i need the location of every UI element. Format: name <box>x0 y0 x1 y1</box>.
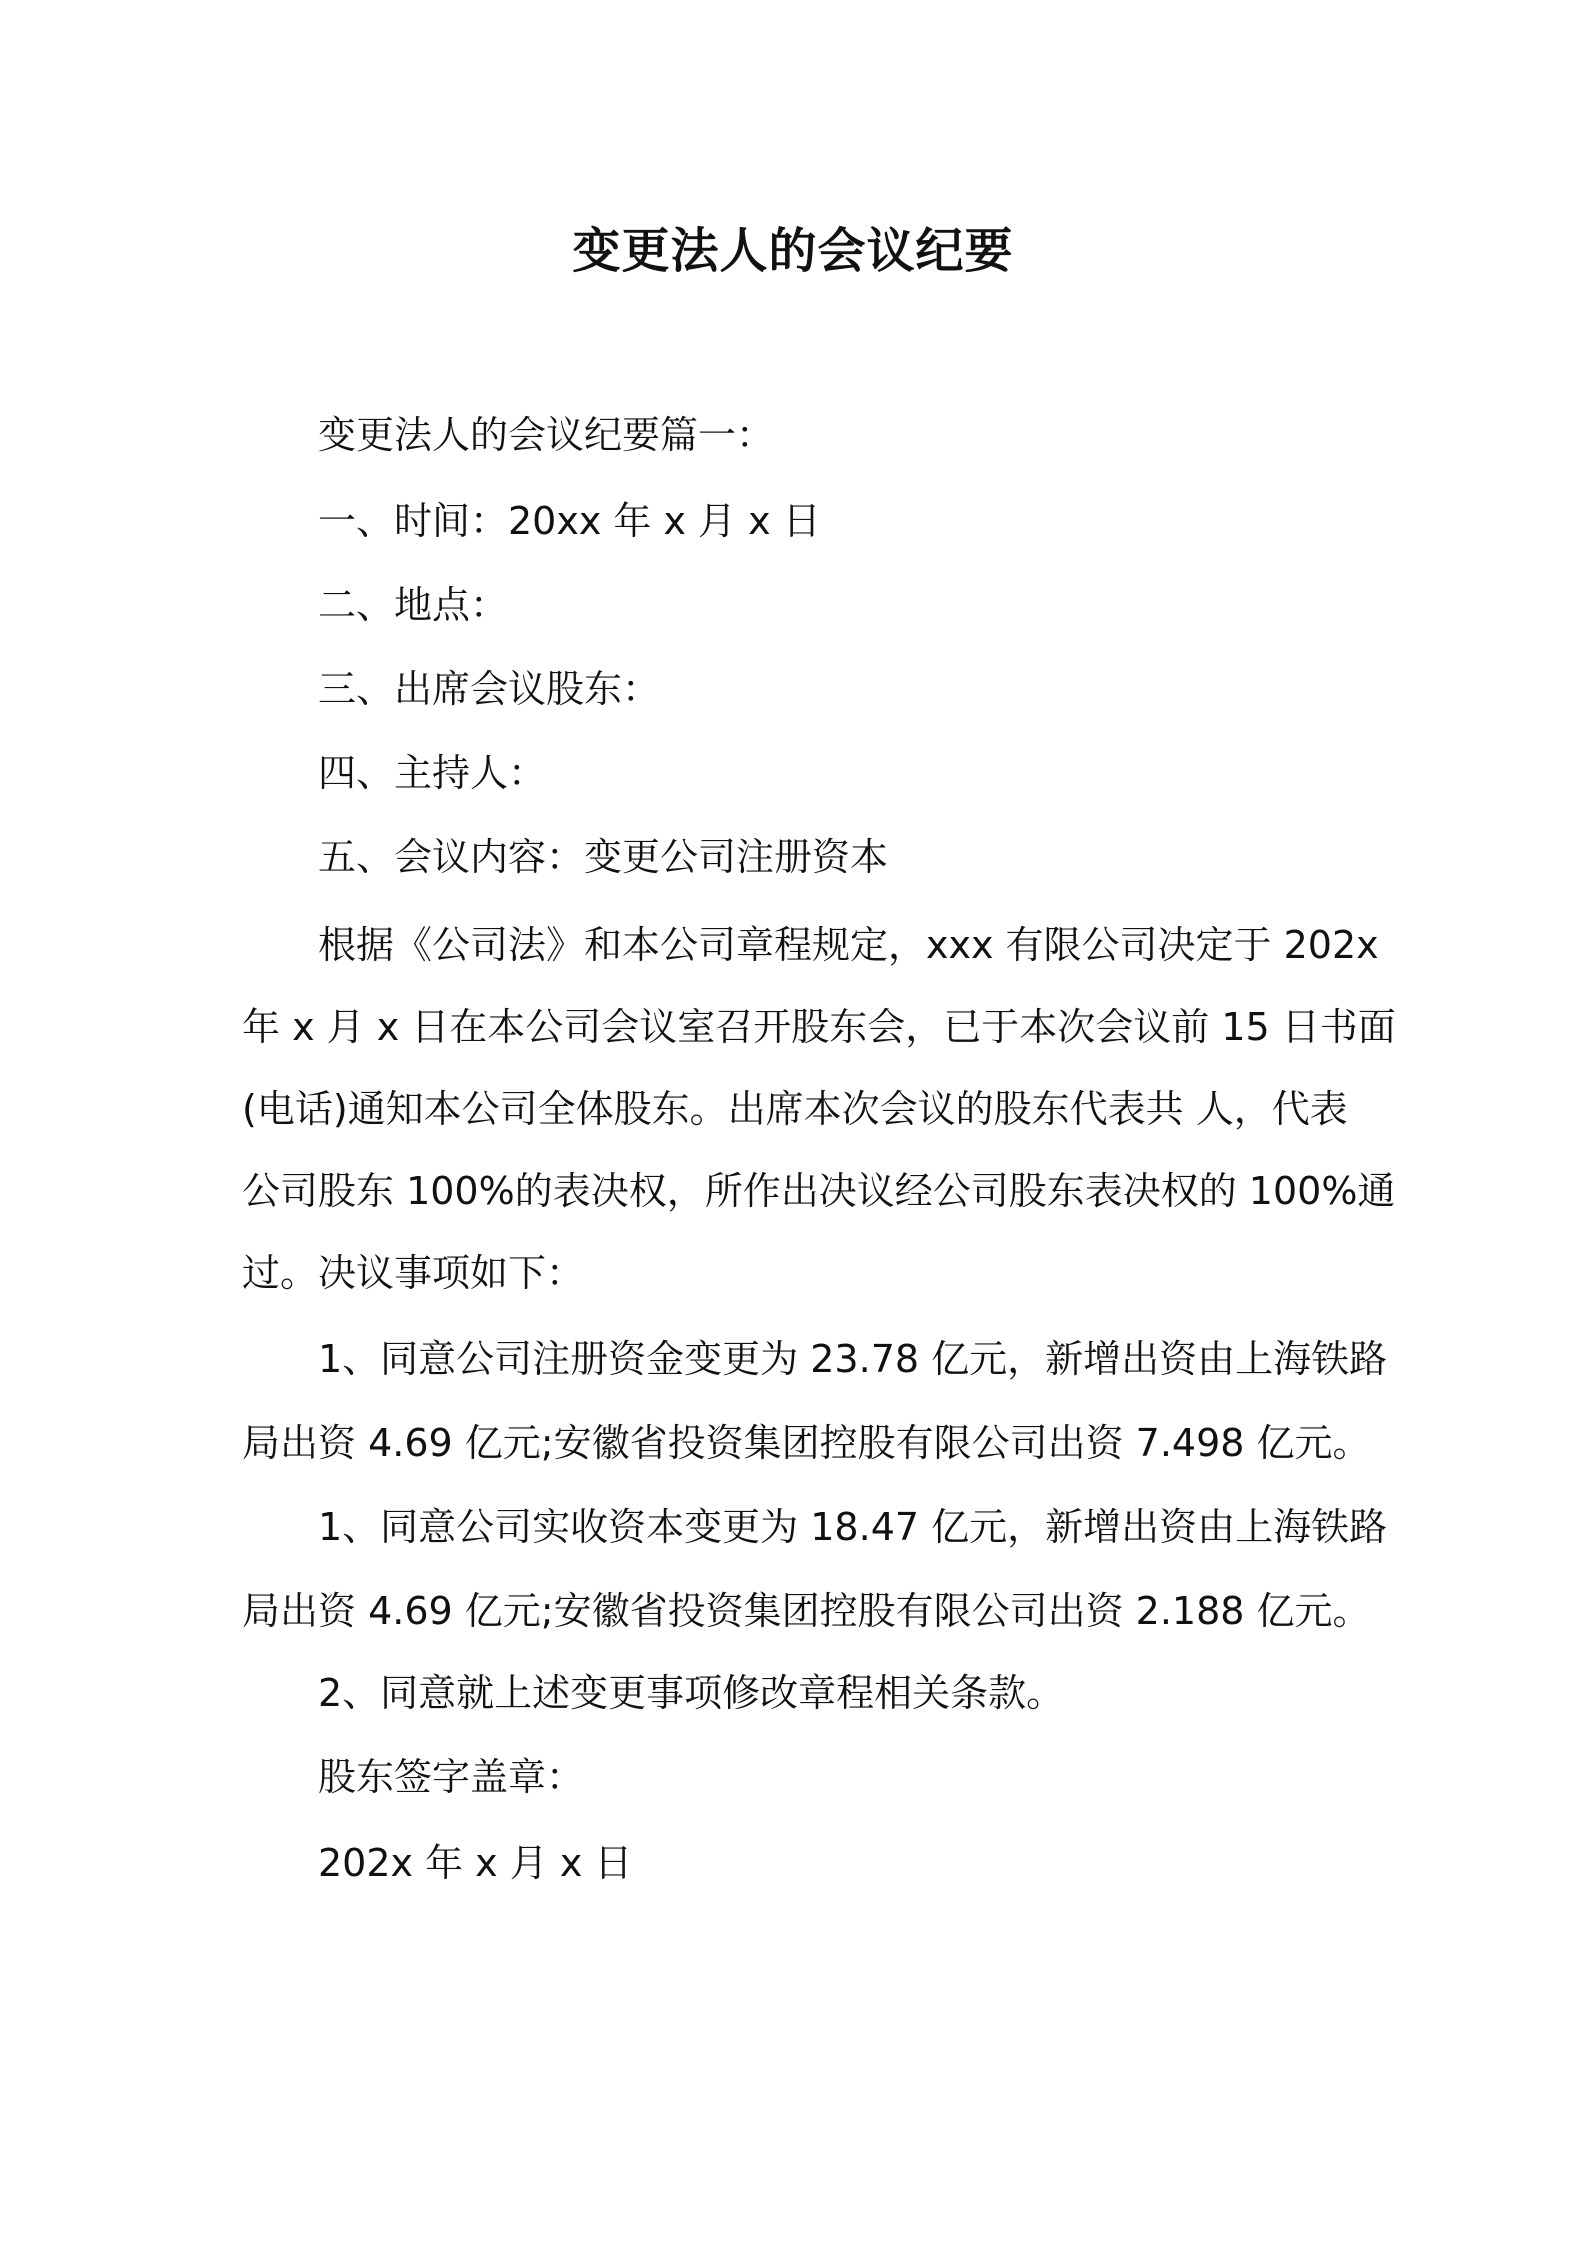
body-line: 公司股东 100%的表决权，所作出决议经公司股东表决权的 100%通 <box>242 1169 1396 1213</box>
item-attendees: 三、出席会议股东： <box>318 667 661 711</box>
item-place: 二、地点： <box>318 583 509 627</box>
document-title: 变更法人的会议纪要 <box>572 223 1014 279</box>
document-date: 202x 年 x 月 x 日 <box>318 1841 633 1885</box>
body-line: (电话)通知本公司全体股东。出席本次会议的股东代表共 人，代表 <box>242 1087 1348 1131</box>
signature-label: 股东签字盖章： <box>318 1755 585 1799</box>
body-line: 过。决议事项如下： <box>242 1251 585 1295</box>
resolution-line: 局出资 4.69 亿元;安徽省投资集团控股有限公司出资 2.188 亿元。 <box>242 1589 1371 1633</box>
body-line: 年 x 月 x 日在本公司会议室召开股东会，已于本次会议前 15 日书面 <box>242 1005 1396 1049</box>
body-line: 根据《公司法》和本公司章程规定，xxx 有限公司决定于 202x <box>318 923 1379 967</box>
section-heading: 变更法人的会议纪要篇一： <box>318 413 775 457</box>
item-host: 四、主持人： <box>318 751 547 795</box>
resolution-line: 局出资 4.69 亿元;安徽省投资集团控股有限公司出资 7.498 亿元。 <box>242 1421 1371 1465</box>
resolution-line: 1、同意公司实收资本变更为 18.47 亿元，新增出资由上海铁路 <box>318 1505 1388 1549</box>
resolution-line: 1、同意公司注册资金变更为 23.78 亿元，新增出资由上海铁路 <box>318 1337 1388 1381</box>
item-content: 五、会议内容：变更公司注册资本 <box>318 835 889 879</box>
resolution-line: 2、同意就上述变更事项修改章程相关条款。 <box>318 1671 1065 1715</box>
item-time: 一、时间：20xx 年 x 月 x 日 <box>318 499 821 543</box>
